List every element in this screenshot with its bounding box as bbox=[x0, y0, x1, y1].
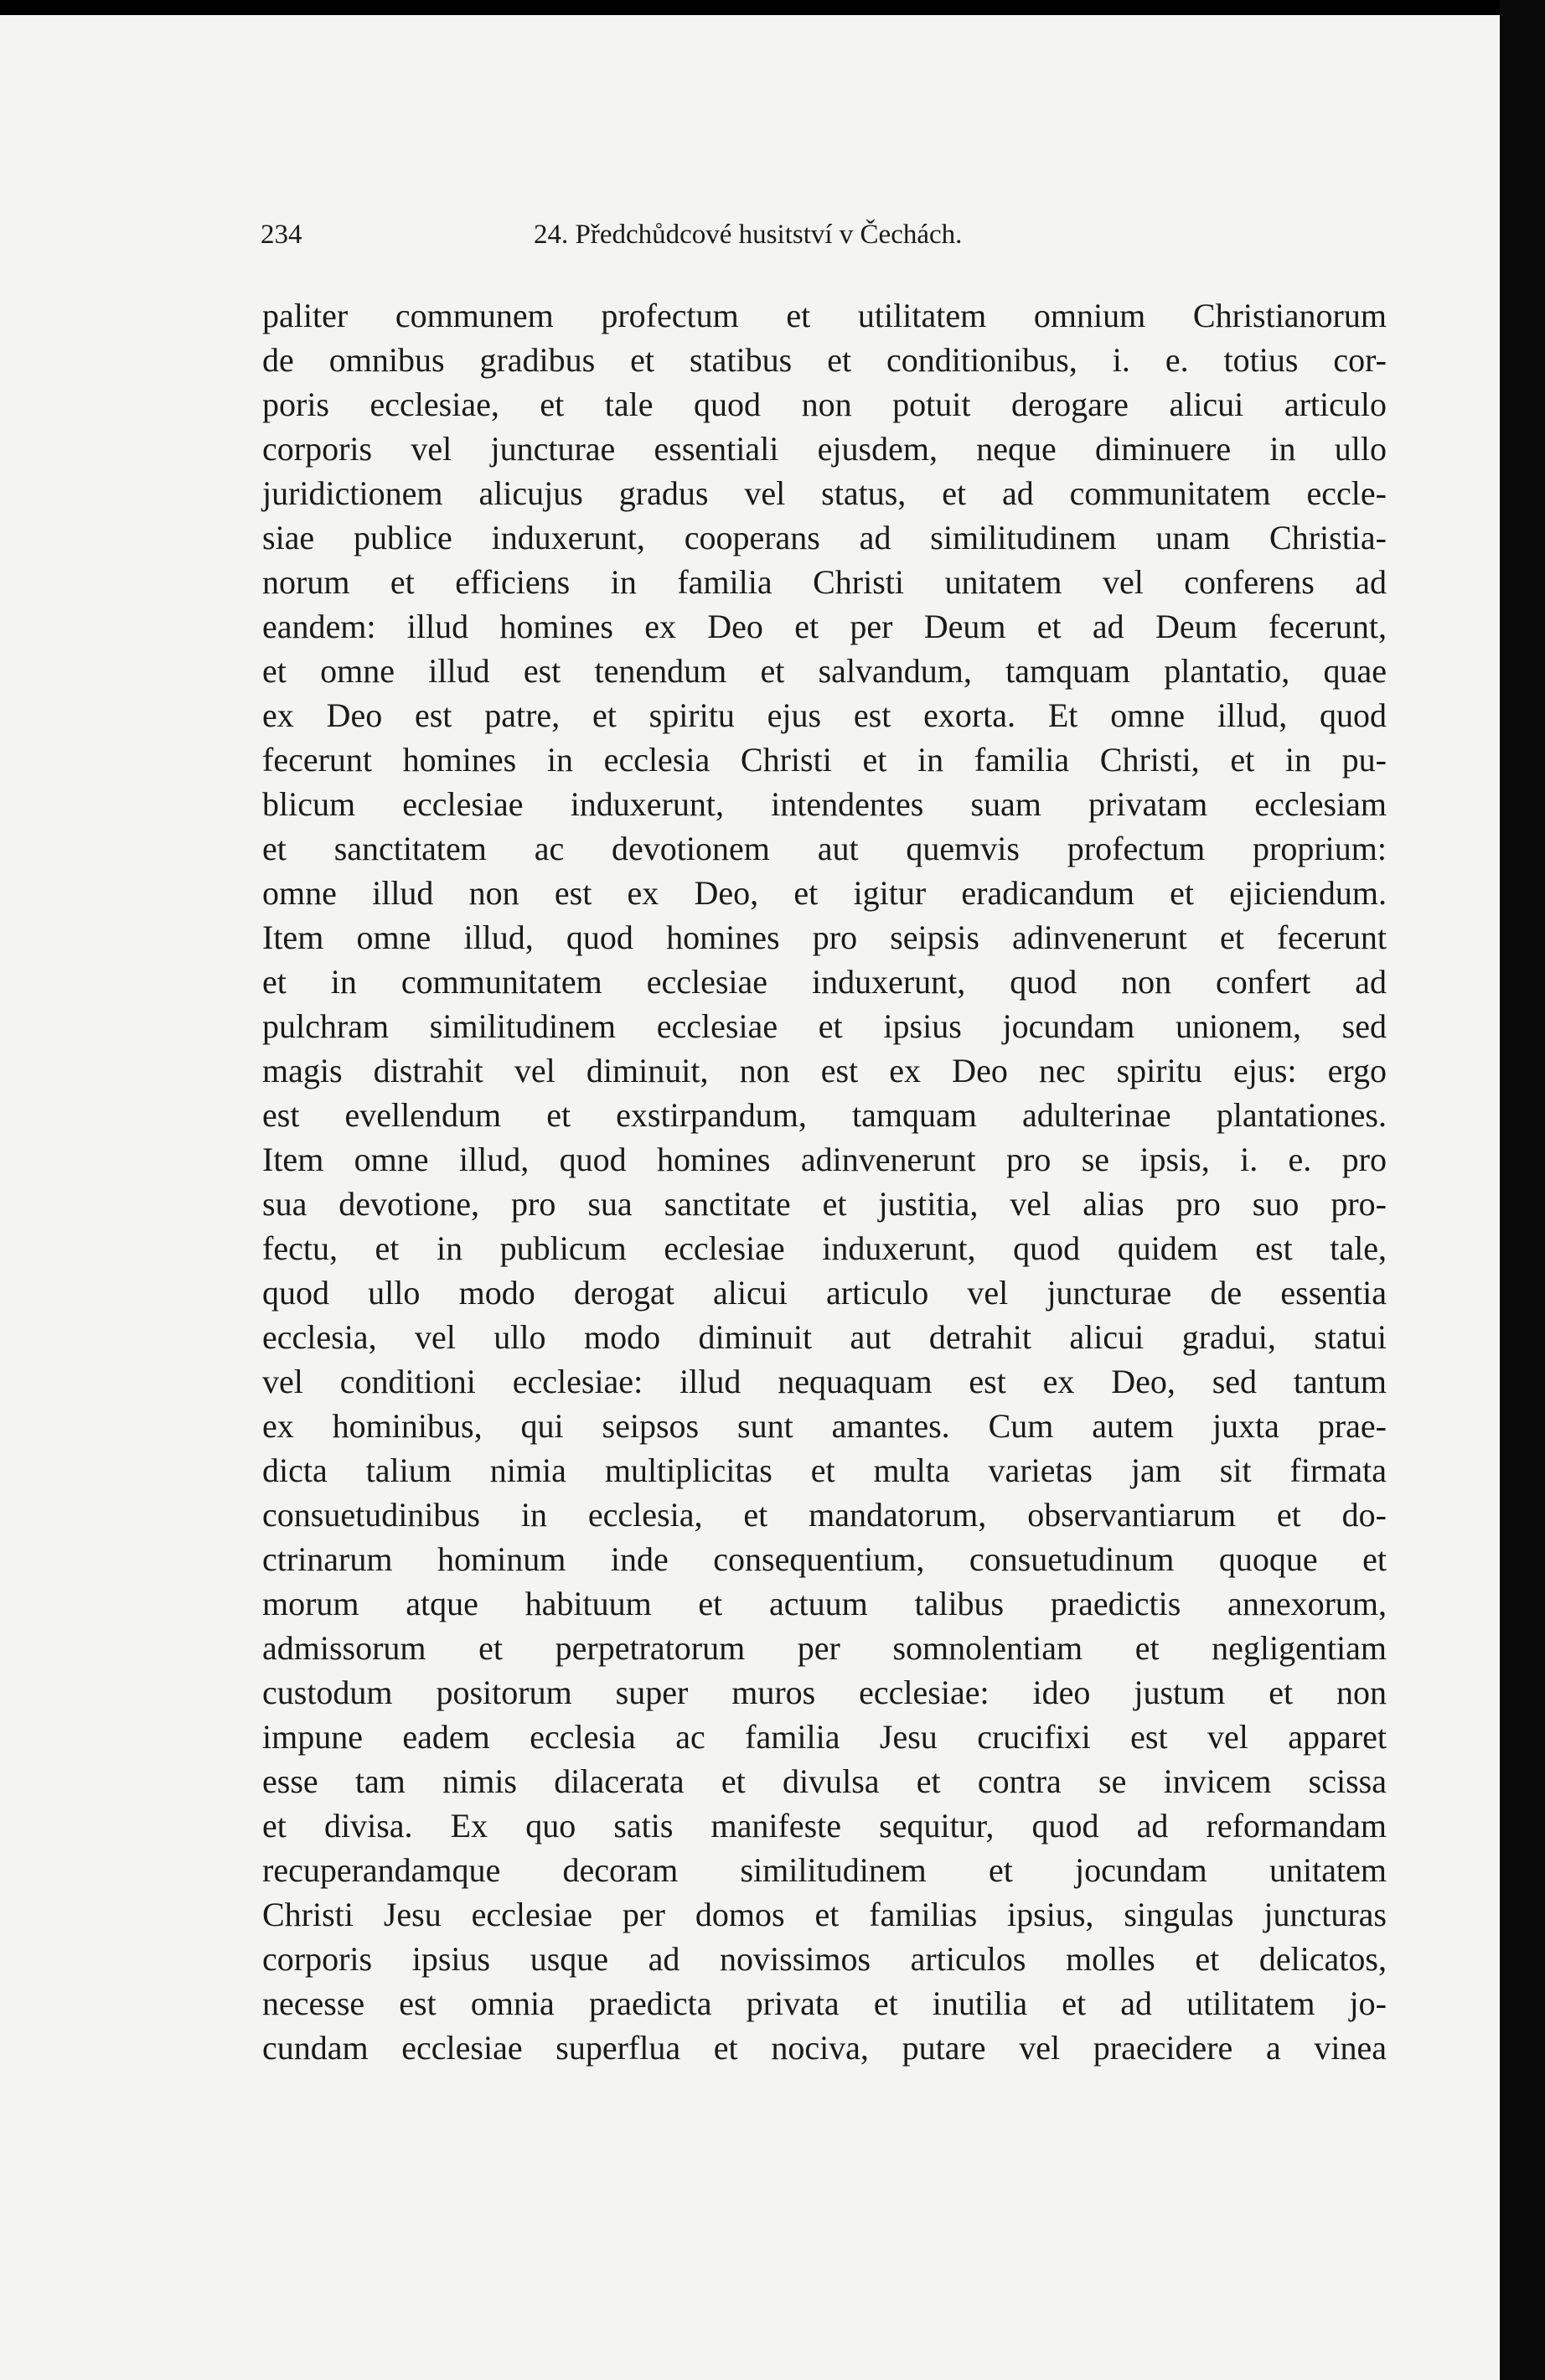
text-line: corporis ipsius usque ad novissimos articulos molles et delicatos, bbox=[262, 1940, 1387, 1978]
text-line: esse tam nimis dilacerata et divulsa et contra se invicem scissa bbox=[262, 1762, 1387, 1800]
text-line: consuetudinibus in ecclesia, et mandatorum, observantiarum et do- bbox=[262, 1496, 1387, 1534]
text-line: quod ullo modo derogat alicui articulo vel juncturae de essentia bbox=[262, 1274, 1387, 1312]
text-line: omne illud non est ex Deo, et igitur eradicandum et ejiciendum. bbox=[262, 874, 1387, 912]
text-line: et divisa. Ex quo satis manifeste sequitur, quod ad reformandam bbox=[262, 1807, 1387, 1844]
text-line: et sanctitatem ac devotionem aut quemvis profectum proprium: bbox=[262, 830, 1387, 867]
text-line: ex Deo est patre, et spiritu ejus est exorta. Et omne illud, quod bbox=[262, 696, 1387, 734]
text-line: ecclesia, vel ullo modo diminuit aut detrahit alicui gradui, statui bbox=[262, 1318, 1387, 1356]
text-line: Christi Jesu ecclesiae per domos et familias ipsius, singulas juncturas bbox=[262, 1896, 1387, 1933]
text-line: paliter communem profectum et utilitatem omnium Christianorum bbox=[262, 297, 1387, 334]
text-line: de omnibus gradibus et statibus et conditionibus, i. e. totius cor- bbox=[262, 341, 1387, 379]
text-line: pulchram similitudinem ecclesiae et ipsius jocundam unionem, sed bbox=[262, 1007, 1387, 1045]
page-number: 234 bbox=[261, 220, 302, 250]
text-line: admissorum et perpetratorum per somnolentiam et negligentiam bbox=[262, 1629, 1387, 1667]
text-line: corporis vel juncturae essentiali ejusdem, neque diminuere in ullo bbox=[262, 430, 1387, 468]
text-line: vel conditioni ecclesiae: illud nequaquam est ex Deo, sed tantum bbox=[262, 1363, 1387, 1400]
scan-edge bbox=[1500, 0, 1545, 2380]
text-line: cundam ecclesiae superflua et nociva, putare vel praecidere a vinea bbox=[262, 2029, 1387, 2067]
text-line: norum et efficiens in familia Christi unitatem vel conferens ad bbox=[262, 563, 1387, 601]
text-line: custodum positorum super muros ecclesiae: ideo justum et non bbox=[262, 1674, 1387, 1711]
text-line: morum atque habituum et actuum talibus praedictis annexorum, bbox=[262, 1585, 1387, 1622]
text-line: recuperandamque decoram similitudinem et jocundam unitatem bbox=[262, 1851, 1387, 1889]
text-line: ex hominibus, qui seipsos sunt amantes. Cum autem juxta prae- bbox=[262, 1407, 1387, 1445]
text-line: impune eadem ecclesia ac familia Jesu crucifixi est vel apparet bbox=[262, 1718, 1387, 1756]
text-line: eandem: illud homines ex Deo et per Deum et ad Deum fecerunt, bbox=[262, 608, 1387, 645]
text-line: sua devotione, pro sua sanctitate et justitia, vel alias pro suo pro- bbox=[262, 1185, 1387, 1223]
running-title: 24. Předchůdcové husitství v Čechách. bbox=[534, 220, 963, 250]
text-line: et in communitatem ecclesiae induxerunt, quod non confert ad bbox=[262, 963, 1387, 1001]
page-header bbox=[261, 220, 1383, 261]
text-line: ctrinarum hominum inde consequentium, consuetudinum quoque et bbox=[262, 1540, 1387, 1578]
text-line: necesse est omnia praedicta privata et inutilia et ad utilitatem jo- bbox=[262, 1984, 1387, 2022]
text-line: juridictionem alicujus gradus vel status, et ad communitatem eccle- bbox=[262, 474, 1387, 512]
text-line: dicta talium nimia multiplicitas et multa varietas jam sit firmata bbox=[262, 1451, 1387, 1489]
body-text bbox=[262, 293, 1387, 2070]
text-line: magis distrahit vel diminuit, non est ex Deo nec spiritu ejus: ergo bbox=[262, 1052, 1387, 1089]
text-line: blicum ecclesiae induxerunt, intendentes suam privatam ecclesiam bbox=[262, 785, 1387, 823]
text-line: Item omne illud, quod homines adinvenerunt pro se ipsis, i. e. pro bbox=[262, 1141, 1387, 1178]
text-line: Item omne illud, quod homines pro seipsis adinvenerunt et fecerunt bbox=[262, 918, 1387, 956]
text-line: siae publice induxerunt, cooperans ad similitudinem unam Christia- bbox=[262, 519, 1387, 556]
text-line: est evellendum et exstirpandum, tamquam adulterinae plantationes. bbox=[262, 1096, 1387, 1134]
text-line: et omne illud est tenendum et salvandum, tamquam plantatio, quae bbox=[262, 652, 1387, 690]
text-line: fectu, et in publicum ecclesiae induxerunt, quod quidem est tale, bbox=[262, 1229, 1387, 1267]
text-line: poris ecclesiae, et tale quod non potuit derogare alicui articulo bbox=[262, 385, 1387, 423]
text-line: fecerunt homines in ecclesia Christi et in familia Christi, et in pu- bbox=[262, 741, 1387, 779]
